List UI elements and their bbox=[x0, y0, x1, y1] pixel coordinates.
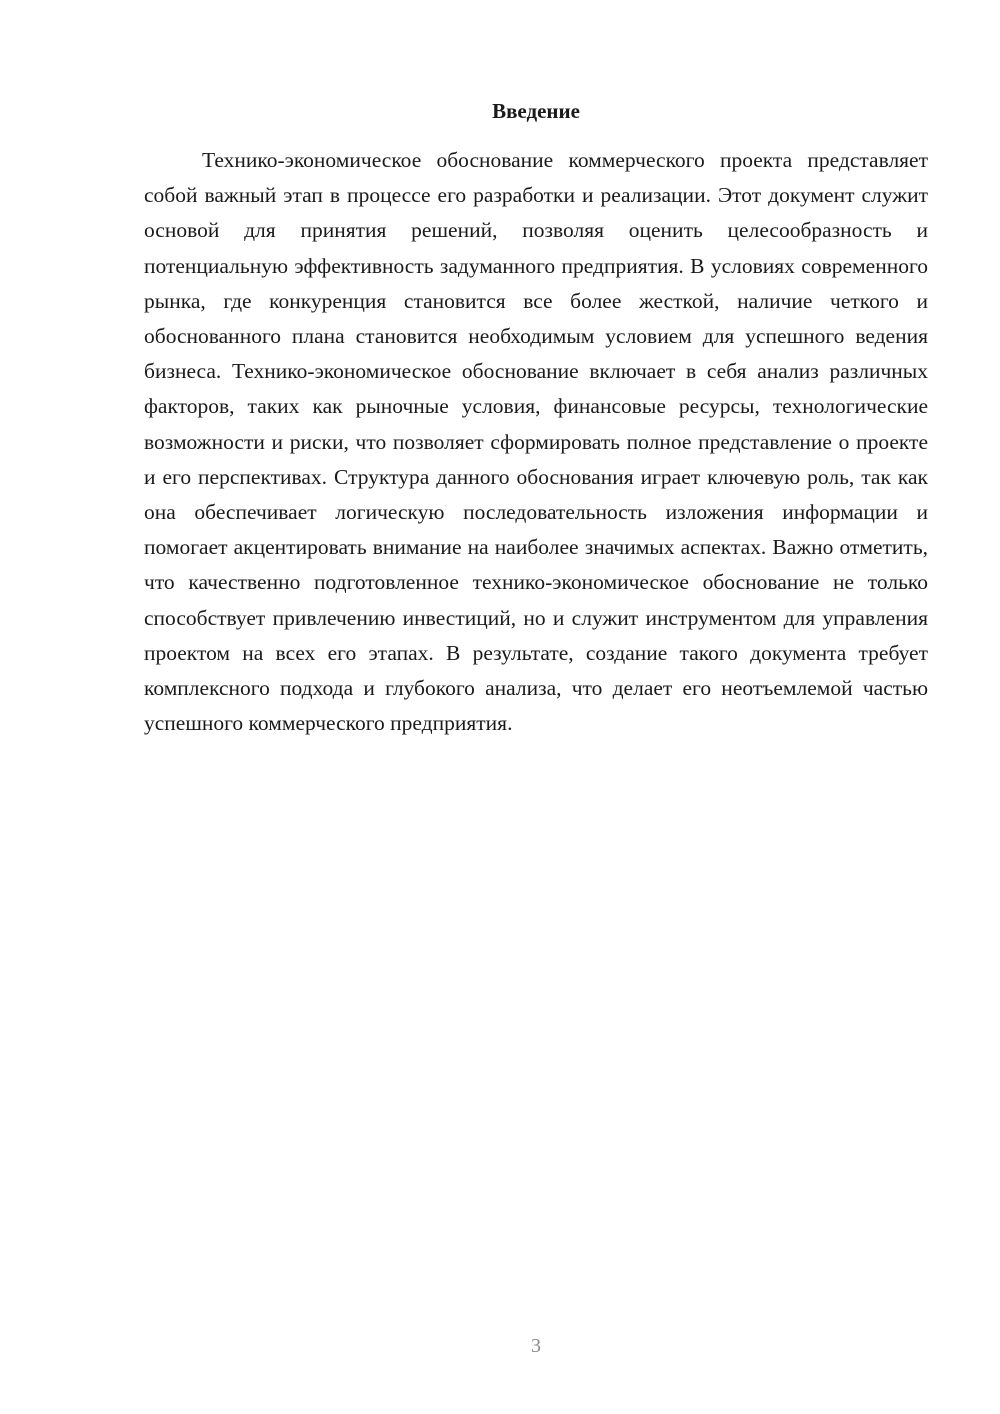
page-number: 3 bbox=[531, 1335, 541, 1357]
section-heading: Введение bbox=[492, 99, 580, 123]
body-paragraph: Технико-экономическое обоснование коммерческого проекта представляет собой важный этап в процессе его разработки и реализации. Этот документ служит основой для принятия решений, позволяя оценить целесообразность и потенциальную эффективность задуманного предприятия. В условиях современного рынка, где конкуренция становится все более жесткой, наличие четкого и обоснованного плана становится необходимым условием для успешного ведения бизнеса. Технико-экономическое обоснование включает в себя анализ различных факторов, таких как рыночные условия, финансовые ресурсы, технологические возможности и риски, что позволяет сформировать полное представление о проекте и его перспективах. Структура данного обоснования играет ключевую роль, так как она обеспечивает логическую последовательность изложения информации и помогает акцентировать внимание на наиболее значимых аспектах. Важно отметить, что качественно подготовленное технико-экономическое обоснование не только способствует привлечению инвестиций, но и служит инструментом для управления проектом на всех его этапах. В результате, создание такого документа требует комплексного подхода и глубокого анализа, что делает его неотъемлемой частью успешного коммерческого предприятия. bbox=[144, 148, 928, 736]
